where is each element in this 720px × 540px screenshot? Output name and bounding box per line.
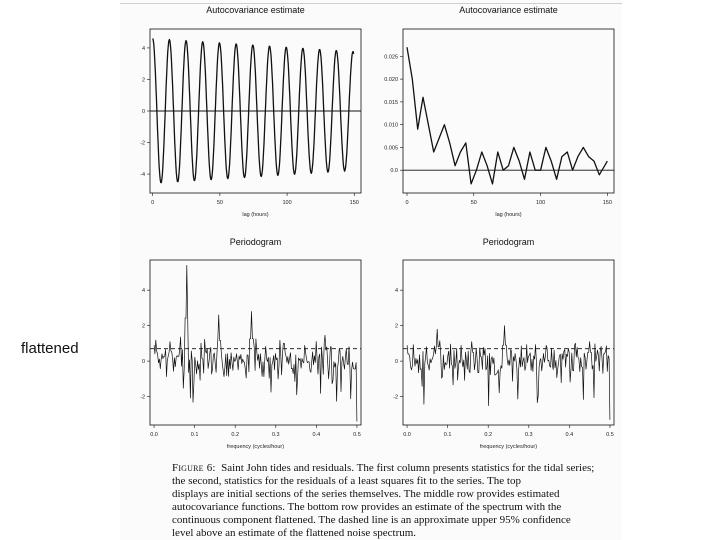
chart2-ytick-label: 0.015 — [384, 99, 398, 106]
chart3-xtick-label: 0.2 — [231, 432, 240, 438]
chart1-ytick-label: -2 — [140, 140, 145, 147]
chart4-title: Periodogram — [482, 237, 535, 247]
chart3-ytick-label: -2 — [140, 394, 145, 401]
chart1-xlabel: lag (hours) — [242, 212, 269, 218]
caption-line-4: autocovariance functions. The bottom row provides an estimate of the spectrum with the — [172, 501, 562, 513]
chart4-frame — [403, 260, 614, 425]
caption-line-1 — [172, 462, 618, 475]
caption-line-6: level above an estimate of the flattened noise spectrum. — [172, 527, 417, 539]
chart4-series-line — [407, 326, 610, 420]
chart1-ytick-label: -4 — [140, 172, 145, 179]
caption-line-3: displays are initial sections of the series themselves. The middle row provides estimated — [172, 488, 560, 500]
chart2-xtick-label: 0 — [405, 200, 409, 206]
chart3-xlabel: frequency (cycles/hour) — [226, 444, 285, 450]
chart2-xtick-label: 150 — [602, 200, 612, 206]
chart3-ytick-label: 2 — [141, 323, 145, 330]
chart2-xtick-label: 100 — [535, 200, 546, 206]
chart4-xtick-label: 0.5 — [606, 432, 614, 438]
chart4-xtick-label: 0.2 — [484, 432, 493, 438]
chart3-ytick-label: 4 — [141, 288, 145, 295]
chart1-ytick-label: 0 — [141, 109, 145, 115]
caption-label: Figure 6: — [172, 462, 216, 474]
side-label: flattened — [21, 340, 79, 357]
chart3-xtick-label: 0.5 — [353, 432, 361, 438]
chart4-xtick-label: 0.3 — [524, 432, 533, 438]
chart4-ytick-label: 4 — [394, 288, 398, 295]
chart2-ytick-label: 0.020 — [384, 77, 398, 84]
chart4-xtick-label: 0.4 — [565, 432, 574, 438]
chart4-xlabel: frequency (cycles/hour) — [479, 444, 538, 450]
chart2-series-line — [407, 47, 607, 184]
chart2-ytick-label: 0.005 — [384, 145, 398, 152]
chart2-ytick-label: 0.0 — [390, 168, 398, 175]
chart2-title: Autocovariance estimate — [459, 5, 558, 15]
chart3-ytick-label: 0 — [141, 359, 145, 366]
chart2-xlabel: lag (hours) — [495, 212, 522, 218]
chart1-xtick-label: 100 — [282, 200, 292, 206]
chart3-series-line — [154, 265, 357, 421]
chart1-title: Autocovariance estimate — [206, 5, 305, 15]
caption-line-1-text: Saint John tides and residuals. The first column presents statistics for the tidal series; — [221, 462, 595, 474]
chart4-ytick-label: 2 — [394, 323, 398, 330]
chart1-ytick-label: 4 — [141, 45, 145, 52]
chart3-xtick-label: 0.0 — [150, 432, 158, 438]
chart1-ytick-label: 2 — [141, 77, 145, 84]
chart4-ytick-label: 0 — [394, 359, 398, 366]
caption-line-2: the second, statistics for the residuals of a least squares fit to the series. The top — [172, 475, 521, 487]
chart4-ytick-label: -2 — [393, 394, 398, 401]
chart2-xtick-label: 50 — [470, 200, 477, 206]
chart3-xtick-label: 0.1 — [190, 432, 199, 438]
chart3-title: Periodogram — [229, 237, 282, 247]
chart4-xtick-label: 0.0 — [403, 432, 411, 438]
chart3-xtick-label: 0.3 — [271, 432, 280, 438]
chart3-xtick-label: 0.4 — [312, 432, 321, 438]
figure-caption — [172, 462, 618, 540]
chart1-xtick-label: 50 — [216, 200, 223, 206]
chart2-frame — [403, 29, 614, 193]
chart4-xtick-label: 0.1 — [443, 432, 452, 438]
chart2-ytick-label: 0.010 — [384, 122, 398, 129]
chart1-xtick-label: 0 — [151, 200, 155, 206]
chart1-xtick-label: 150 — [349, 200, 359, 206]
chart2-ytick-label: 0.025 — [384, 54, 398, 61]
caption-line-5: continuous component flattened. The dashed line is an approximate upper 95% confidence — [172, 514, 571, 526]
